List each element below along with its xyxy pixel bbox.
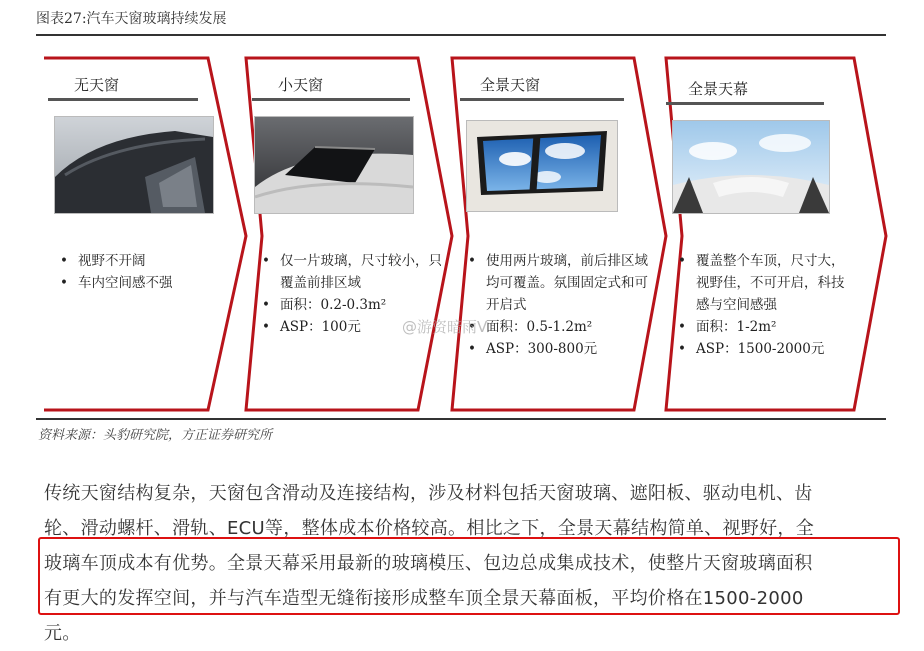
bullet-list-panoramic-sunroof [464,250,654,360]
bullet: • ASP：100元 [258,316,444,338]
figure-title: 图表27:汽车天窗玻璃持续发展 [36,11,227,27]
bullet: • 车内空间感不强 [56,272,226,294]
bullet: • 面积：0.2-0.3m² [258,294,444,316]
card-title-panoramic-canopy: 全景天幕 [688,80,749,98]
bullet: • 覆盖整个车顶，尺寸大，视野佳，不可开启，科技感与空间感强 [674,250,854,316]
body-line: 有更大的发挥空间，并与汽车造型无缝衔接形成整车顶全景天幕面板，平均价格在1500-2000 [44,588,804,609]
bullet: • ASP：1500-2000元 [674,338,854,360]
bullet: • 仅一片玻璃，尺寸较小，只覆盖前排区域 [258,250,444,294]
bullet: • ASP：300-800元 [464,338,654,360]
bullet-list-panoramic-canopy [674,250,854,360]
title-underline [252,98,410,101]
bullet: • 使用两片玻璃，前后排区域均可覆盖。氛围固定式和可开启式 [464,250,654,316]
highlight-box [38,537,900,615]
bullet: • 视野不开阔 [56,250,226,272]
title-underline [666,102,824,105]
chevron-2 [246,58,452,410]
bullet-list-no-sunroof [56,250,226,294]
car-photo-panoramic-sunroof [466,120,618,212]
title-underline [48,98,198,101]
car-photo-no-sunroof [54,116,214,214]
title-underline [460,98,624,101]
card-title-no-sunroof: 无天窗 [74,76,120,94]
car-photo-small-sunroof [254,116,414,214]
car-photo-panoramic-canopy [672,120,830,214]
card-title-small-sunroof: 小天窗 [278,76,324,94]
card-title-panoramic-sunroof: 全景天窗 [480,76,541,94]
figure-source: 资料来源：头豹研究院，方正证券研究所 [38,428,273,443]
bullet: • 面积：0.5-1.2m² [464,316,654,338]
body-line: 轮、滑动螺杆、滑轨、ECU等，整体成本价格较高。相比之下，全景天幕结构简单、视野好，全 [44,518,815,539]
body-line: 传统天窗结构复杂，天窗包含滑动及连接结构，涉及材料包括天窗玻璃、遮阳板、驱动电机、齿 [44,483,813,504]
bottom-rule [36,418,886,420]
body-line: 玻璃车顶成本有优势。全景天幕采用最新的玻璃模压、包边总成集成技术，使整片天窗玻璃面积 [44,553,813,574]
body-line: 元。 [44,623,81,644]
bullet: • 面积：1-2m² [674,316,854,338]
watermark: @游资暗雨V [402,318,488,336]
chevron-1 [44,58,246,410]
